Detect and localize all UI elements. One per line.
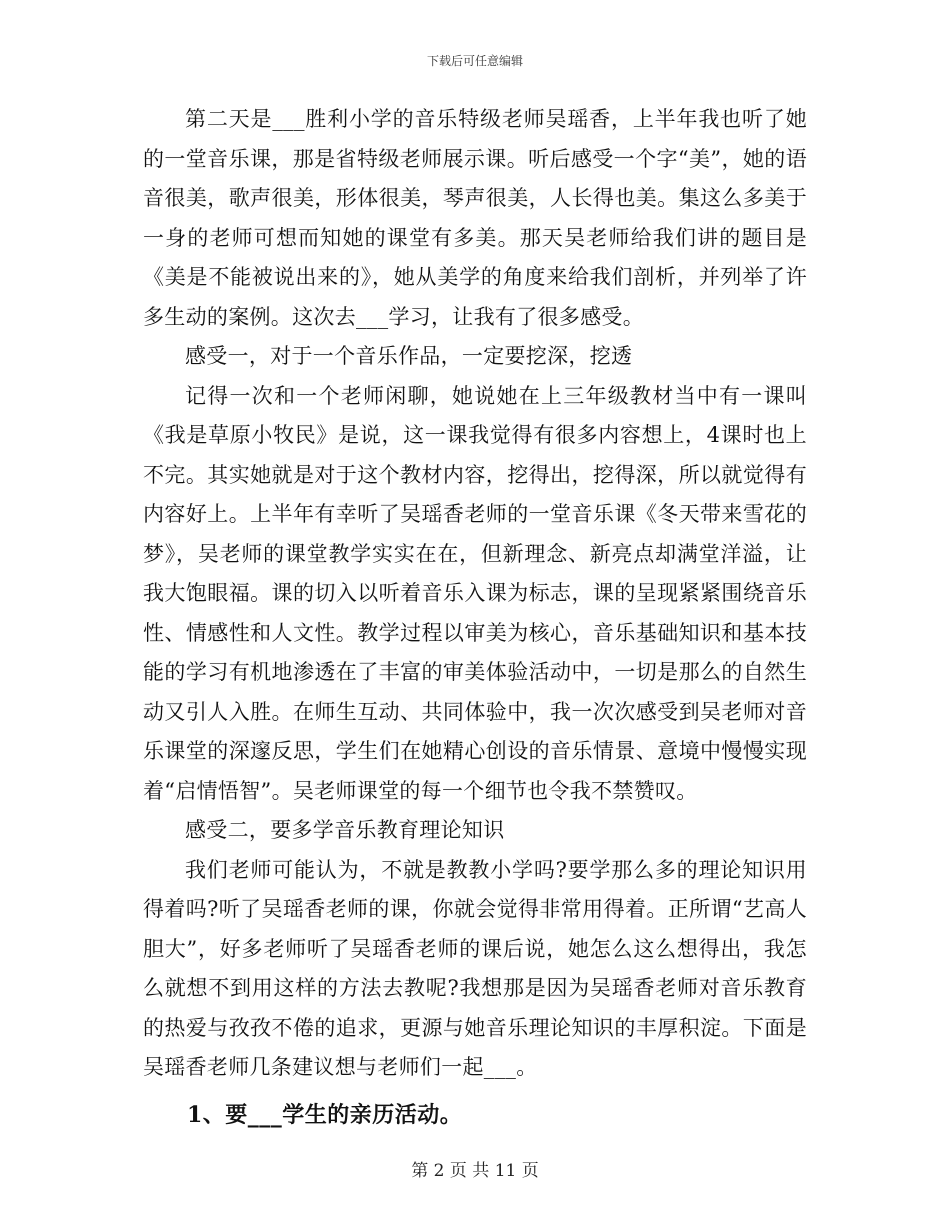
paragraph-feeling-1: 记得一次和一个老师闲聊，她说她在上三年级教材当中有一课叫《我是草原小牧民》是说，这一课我觉得有很多内容想上，4课时也上不完。其实她就是对于这个教材内容，挖得出，挖得深，所以就觉得有内容好上。上半年有幸听了吴瑶香老师的一堂音乐课《冬天带来雪花的梦》，吴老师的课堂教学实实在在，但新理念、新亮点却满堂洋溢，让我大饱眼福。课的切入以听着音乐入课为标志，课的呈现紧紧围绕音乐性、情感性和人文性。教学过程以审美为核心，音乐基础知识和基本技能的学习有机地渗透在了丰富的审美体验活动中，一切是那么的自然生动又引人入胜。在师生互动、共同体验中，我一次次感受到吴老师对音乐课堂的深邃反思，学生们在她精心创设的音乐情景、意境中慢慢实现着“启情悟智”。吴老师课堂的每一个细节也令我不禁赞叹。 [143,383,807,803]
page-header: 下载后可任意编辑 [426,54,523,68]
section-heading-2: 感受二，要多学音乐教育理论知识 [185,818,505,842]
document-body [143,100,807,1135]
paragraph-intro: 第二天是___胜利小学的音乐特级老师吴瑶香，上半年我也听了她的一堂音乐课，那是省特级老师展示课。听后感受一个字“美”，她的语音很美，歌声很美，形体很美，琴声很美，人长得也美。集这么多美于一身的老师可想而知她的课堂有多美。那天吴老师给我们讲的题目是《美是不能被说出来的》，她从美学的角度来给我们剖析，并列举了许多生动的案例。这次去___学习，让我有了很多感受。 [143,107,807,329]
suggestion-item-1: 1、要___学生的亲历活动。 [187,1101,463,1128]
page-footer: 第 2 页 共 11 页 [411,1161,539,1181]
section-heading-1: 感受一，对于一个音乐作品，一定要挖深，挖透 [185,344,633,368]
paragraph-feeling-2: 我们老师可能认为，不就是教教小学吗?要学那么多的理论知识用得着吗?听了吴瑶香老师的课，你就会觉得非常用得着。正所谓“艺高人胆大”，好多老师听了吴瑶香老师的课后说，她怎么这么想得出，我怎么就想不到用这样的方法去教呢?我想那是因为吴瑶香老师对音乐教育的热爱与孜孜不倦的追求，更源与她音乐理论知识的丰厚积淀。下面是吴瑶香老师几条建议想与老师们一起___。 [143,857,807,1079]
